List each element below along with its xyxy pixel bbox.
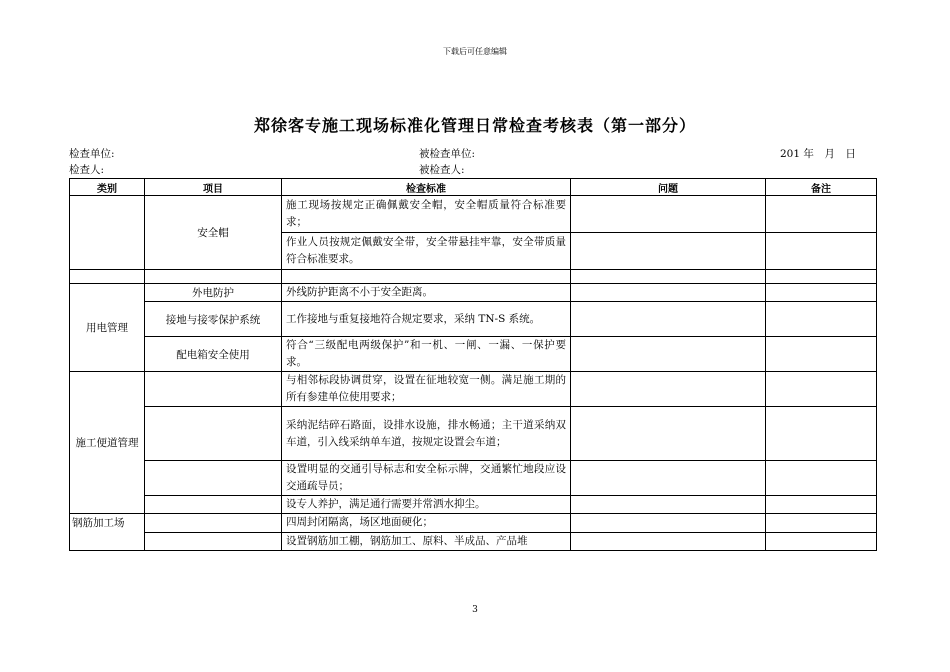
inspectee-label: 被检查人: (419, 164, 465, 176)
standard-cell: 符合“三级配电两级保护”和一机、一闸、一漏、一保护要求。 (282, 337, 571, 372)
problem-cell[interactable] (571, 284, 766, 302)
standard-cell: 与相邻标段协调贯穿，设置在征地较宽一侧。满足施工期的所有参建单位使用要求； (282, 372, 571, 407)
problem-cell[interactable] (571, 270, 766, 284)
standard-cell: 四周封闭隔离，场区地面硬化； (282, 514, 571, 533)
standard-cell (282, 270, 571, 284)
inspect-unit-label: 检查单位: (69, 148, 115, 160)
item-cell: 外电防护 (145, 284, 282, 302)
category-cell: 施工便道管理 (70, 372, 145, 514)
table-row (70, 270, 877, 284)
remark-cell[interactable] (766, 407, 877, 461)
category-cell: 用电管理 (70, 284, 145, 372)
item-cell (145, 461, 282, 496)
table-row (70, 514, 877, 533)
remark-cell[interactable] (766, 284, 877, 302)
problem-cell[interactable] (571, 407, 766, 461)
problem-cell[interactable] (571, 514, 766, 533)
category-cell (70, 532, 145, 550)
page-number: 3 (472, 605, 478, 615)
table-row (70, 372, 877, 407)
remark-cell[interactable] (766, 372, 877, 407)
remark-cell[interactable] (766, 461, 877, 496)
remark-cell[interactable] (766, 514, 877, 533)
category-cell (70, 196, 145, 270)
item-cell (145, 407, 282, 461)
problem-cell[interactable] (571, 196, 766, 233)
standard-cell: 设专人养护，满足通行需要并常洒水抑尘。 (282, 496, 571, 514)
date-label: 201 年 月 日 (780, 148, 856, 160)
problem-cell[interactable] (571, 372, 766, 407)
page-title: 郑徐客专施工现场标准化管理日常检查考核表（第一部分） (253, 116, 696, 135)
table-row (70, 532, 877, 550)
standard-cell: 施工现场按规定正确佩戴安全帽，安全帽质量符合标准要求； (282, 196, 571, 233)
remark-cell[interactable] (766, 233, 877, 270)
item-cell: 接地与接零保护系统 (145, 302, 282, 337)
item-cell: 安全帽 (145, 196, 282, 270)
table-row (70, 302, 877, 337)
problem-cell[interactable] (571, 337, 766, 372)
header-note: 下载后可任意编辑 (443, 47, 507, 56)
table-header-row (70, 179, 877, 196)
standard-cell: 作业人员按规定佩戴安全带，安全带悬挂牢靠，安全带质量符合标准要求。 (282, 233, 571, 270)
remark-cell[interactable] (766, 337, 877, 372)
category-cell (70, 270, 145, 284)
category-cell: 钢筋加工场 (70, 514, 145, 533)
table-row (70, 196, 877, 233)
item-cell (145, 270, 282, 284)
inspector-label: 检查人: (69, 164, 105, 176)
item-cell: 配电箱安全使用 (145, 337, 282, 372)
item-cell (145, 532, 282, 550)
header-item: 项目 (145, 179, 282, 196)
header-remark: 备注 (766, 179, 877, 196)
problem-cell[interactable] (571, 302, 766, 337)
item-cell (145, 372, 282, 407)
problem-cell[interactable] (571, 461, 766, 496)
table-row (70, 337, 877, 372)
standard-cell: 设置钢筋加工棚，钢筋加工、原料、半成品、产品堆 (282, 532, 571, 550)
remark-cell[interactable] (766, 270, 877, 284)
remark-cell[interactable] (766, 196, 877, 233)
header-category: 类别 (70, 179, 145, 196)
problem-cell[interactable] (571, 532, 766, 550)
inspected-unit-label: 被检查单位: (419, 148, 476, 160)
standard-cell: 设置明显的交通引导标志和安全标示牌，交通繁忙地段应设交通疏导员； (282, 461, 571, 496)
remark-cell[interactable] (766, 532, 877, 550)
remark-cell[interactable] (766, 496, 877, 514)
problem-cell[interactable] (571, 496, 766, 514)
table-row (70, 496, 877, 514)
header-standard: 检查标准 (282, 179, 571, 196)
remark-cell[interactable] (766, 302, 877, 337)
table-row (70, 284, 877, 302)
item-cell (145, 514, 282, 533)
inspection-table (69, 178, 877, 551)
standard-cell: 工作接地与重复接地符合规定要求，采纳 TN-S 系统。 (282, 302, 571, 337)
header-problem: 问题 (571, 179, 766, 196)
standard-cell: 外线防护距离不小于安全距离。 (282, 284, 571, 302)
standard-cell: 采纳泥结碎石路面，设排水设施，排水畅通；主干道采纳双车道，引入线采纳单车道，按规定设置会车道； (282, 407, 571, 461)
table-row (70, 461, 877, 496)
table-row (70, 407, 877, 461)
problem-cell[interactable] (571, 233, 766, 270)
item-cell (145, 496, 282, 514)
